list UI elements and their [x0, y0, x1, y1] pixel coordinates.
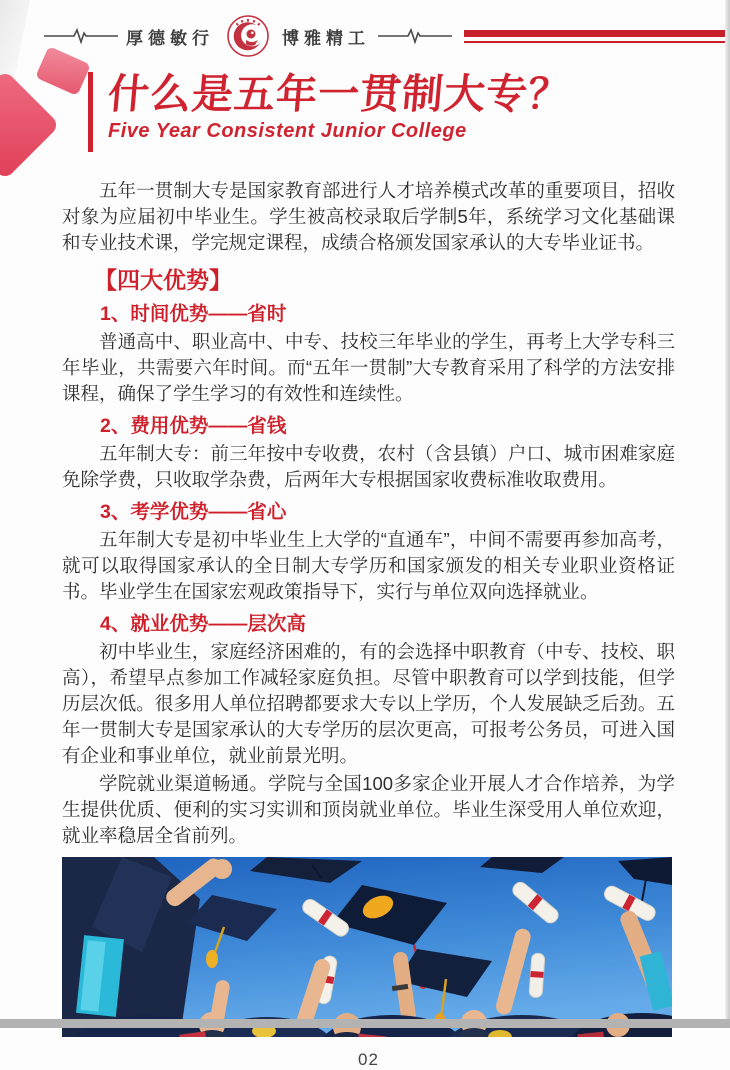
title-block — [0, 70, 730, 168]
advantage-4-body: 初中毕业生，家庭经济困难的，有的会选择中职教育（中专、技校、职高），希望早点参加工作减轻家庭负担。尽管中职教育可以学到技能，但学历层次低。很多用人单位招聘都要求大专以上学历，个人发展缺乏后劲。五年一贯制大专是国家承认的大专学历的层次更高，可报考公务员，可进入国有企业和事业单位，就业前景光明。 — [62, 641, 675, 766]
diamond-decoration-small — [35, 46, 91, 96]
page-edge-right — [725, 0, 730, 1028]
closing-paragraph: 学院就业渠道畅通。学院与全国100多家企业开展人才合作培养，为学生提供优质、便利的实习实训和顶岗就业单位。毕业生深受用人单位欢迎，就业率稳居全省前列。 — [62, 773, 675, 846]
advantage-3-body: 五年制大专是初中毕业生上大学的“直通车”，中间不需要再参加高考，就可以取得国家承认的全日制大专学历和国家颁发的相关专业职业资格证书。毕业学生在国家宏观政策指导下，实行与单位双向选择就业。 — [62, 529, 675, 602]
main-content — [0, 168, 730, 1070]
advantage-2-heading: 2、费用优势——省钱 — [100, 415, 287, 437]
page-number: 02 — [358, 1050, 379, 1069]
page-title-english: Five Year Consistent Junior College — [108, 120, 467, 142]
advantage-1-heading: 1、时间优势——省时 — [100, 303, 287, 325]
advantage-2-body: 五年制大专：前三年按中专收费，农村（含县镇）户口、城市困难家庭免除学费，只收取学杂费，后两年大专根据国家收费标准收取费用。 — [62, 443, 675, 490]
title-accent-bar — [88, 72, 93, 152]
page-title: 什么是五年一贯制大专？ — [106, 71, 573, 117]
advantage-3-heading: 3、考学优势——省心 — [100, 501, 287, 523]
header-red-stripes — [464, 30, 725, 43]
intro-paragraph: 五年一贯制大专是国家教育部进行人才培养模式改革的重要项目，招收对象为应届初中毕业生。学生被高校录取后学制5年，系统学习文化基础课和专业技术课，学完规定课程，成绩合格颁发国家承认的大专毕业证书。 — [62, 180, 675, 253]
advantage-1-body: 普通高中、职业高中、中专、技校三年毕业的学生，再考上大学专科三年毕业，共需要六年时间。而“五年一贯制”大专教育采用了科学的方法安排课程，确保了学生学习的有效性和连续性。 — [62, 331, 675, 404]
school-seal-icon — [226, 14, 270, 58]
page-header — [0, 0, 730, 46]
section-header-four-advantages: 【四大优势】 — [94, 267, 232, 293]
heartbeat-line-icon — [44, 27, 118, 45]
motto-left: 厚德敏行 — [126, 28, 214, 48]
footer-gray-bar — [0, 1019, 730, 1028]
diamond-decoration-large — [0, 70, 60, 180]
heartbeat-line-icon — [378, 27, 452, 45]
advantage-4-heading: 4、就业优势——层次高 — [100, 613, 306, 635]
motto-right: 博雅精工 — [282, 28, 370, 48]
graduation-photo — [62, 857, 672, 1037]
